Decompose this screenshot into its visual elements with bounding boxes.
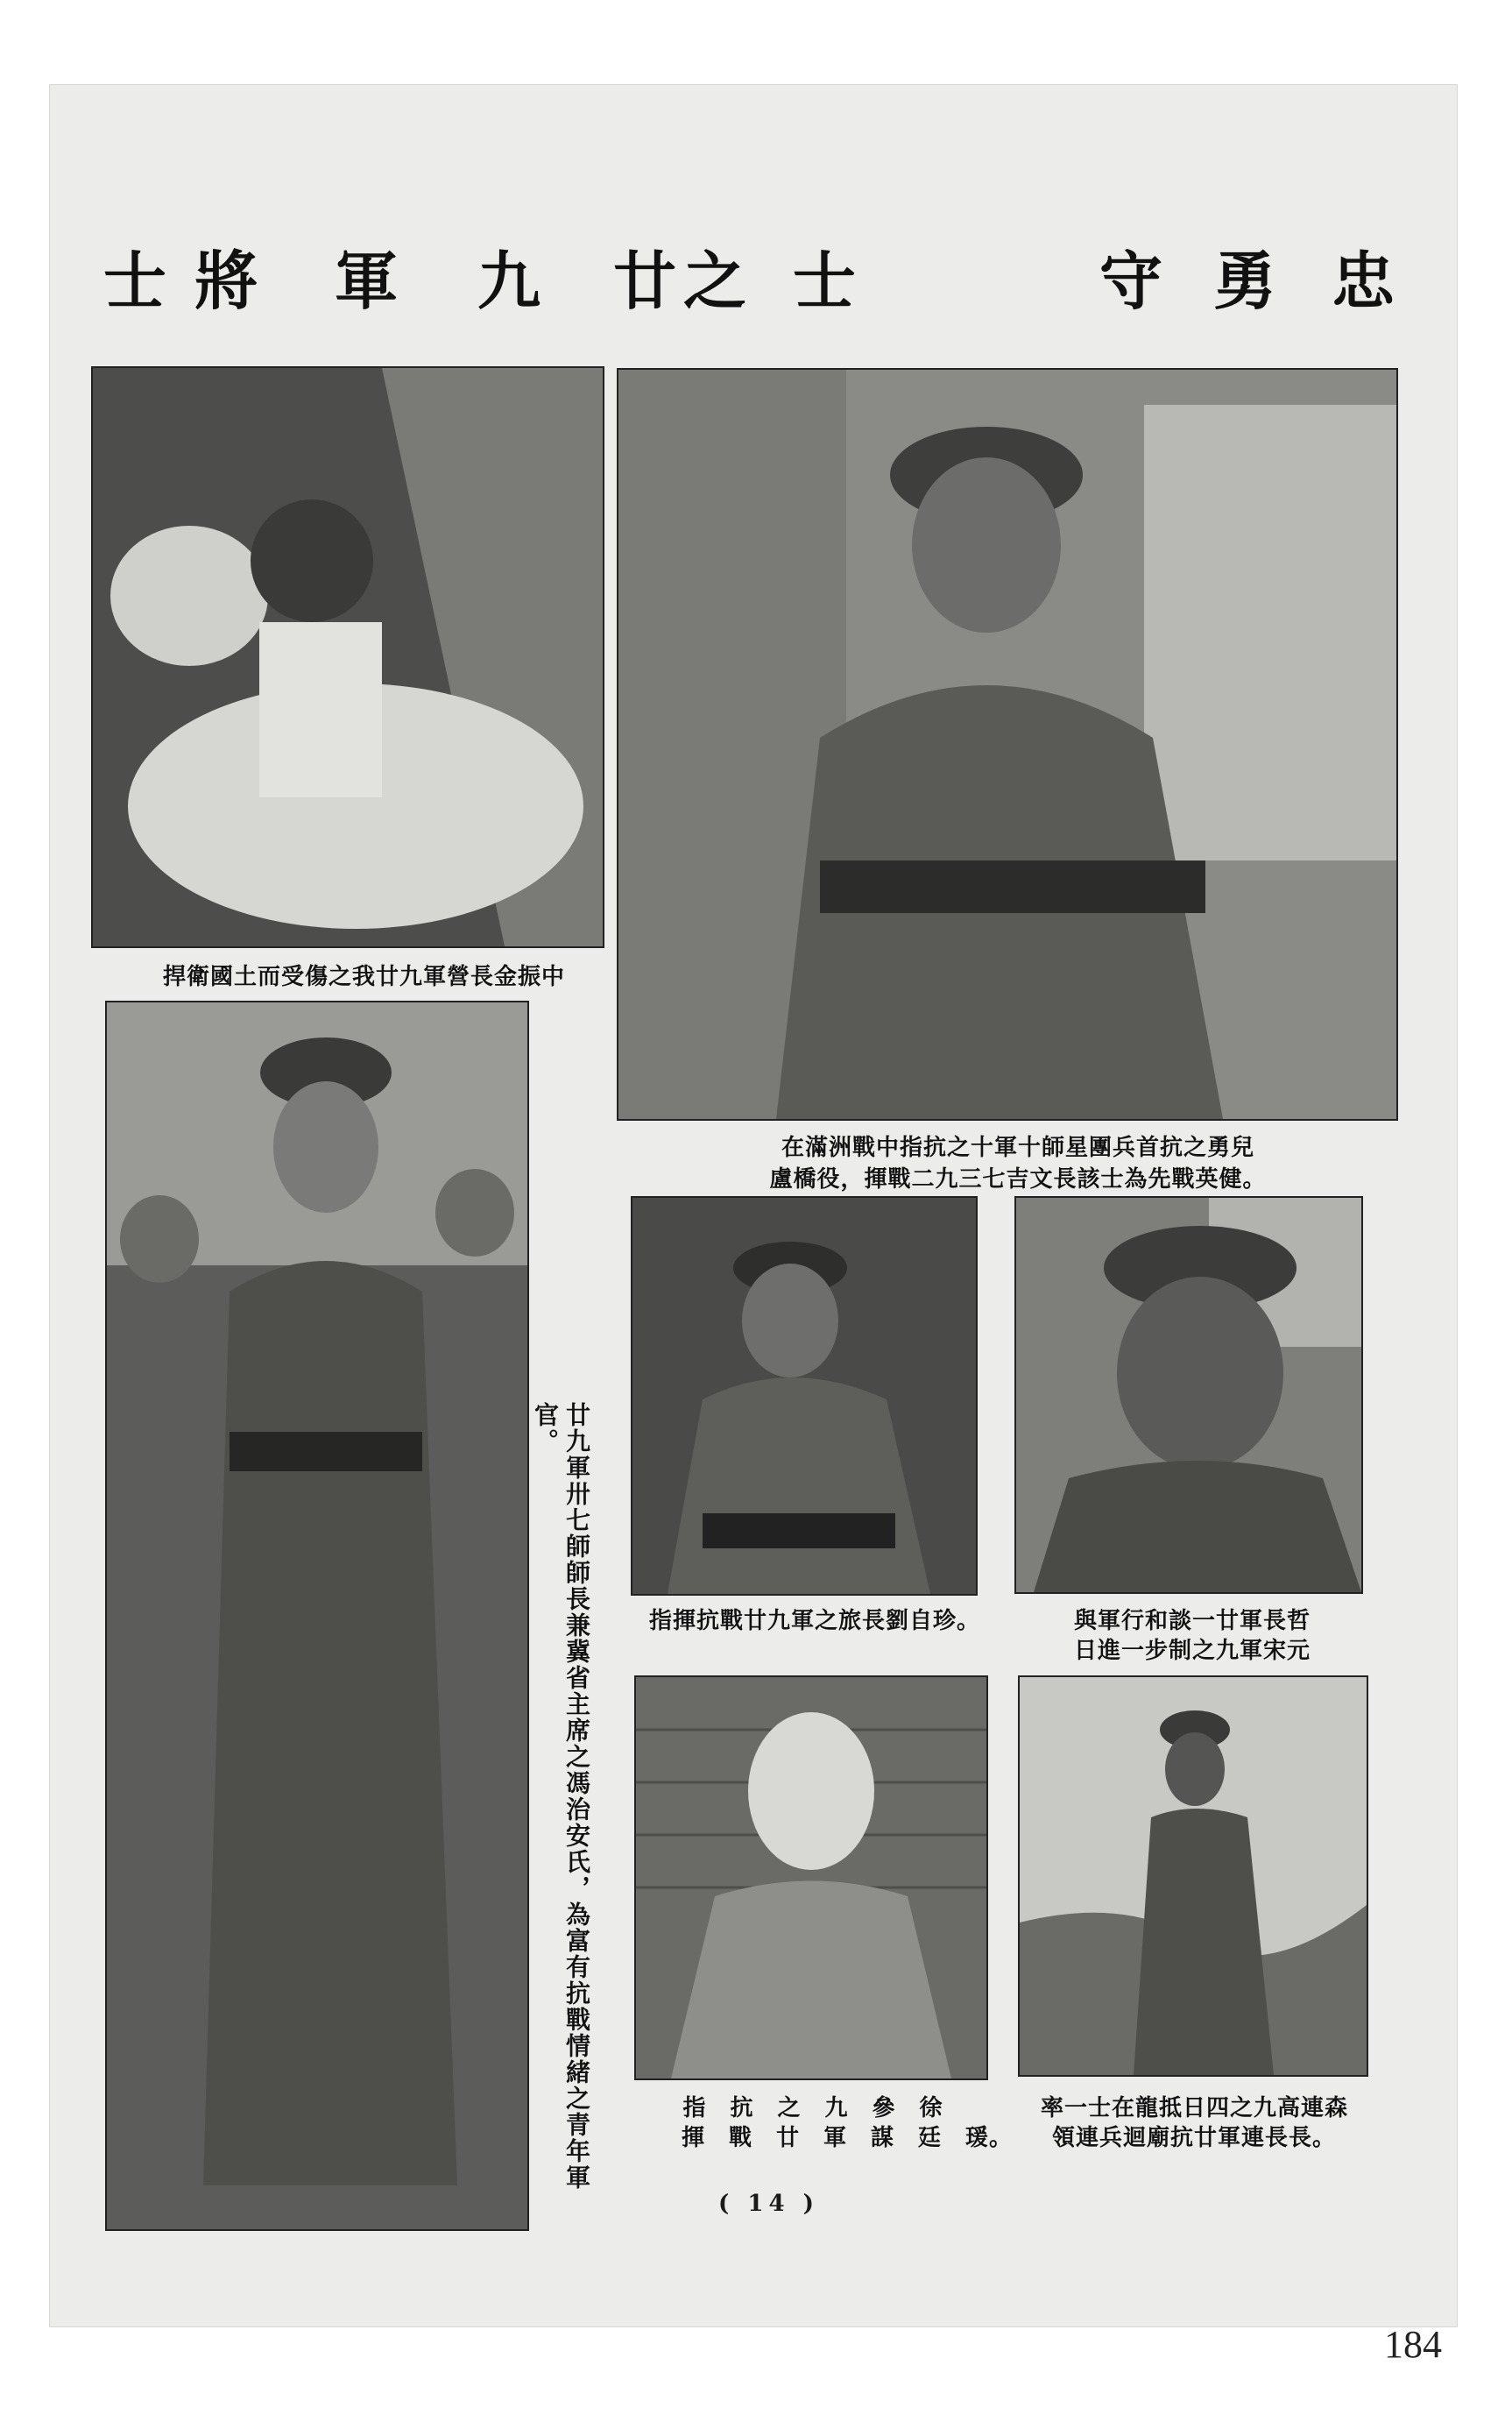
title-char: 士 [793, 244, 857, 318]
page-number: 184 [1384, 2323, 1442, 2366]
photo-standing-general [617, 368, 1398, 1121]
caption-bottom-left-line2: 揮 戰 廿 軍 謀 廷 瑗。 [682, 2125, 1014, 2151]
title-char: 守 [1099, 244, 1163, 318]
caption-vertical: 廿九軍卅七師師長兼冀省主席之馮治安氏，為富有抗戰情緒之青年軍官。 [531, 1402, 591, 2191]
caption-mid-left: 指揮抗戰廿九軍之旅長劉自珍。 [648, 1608, 980, 1634]
title-char: 九 [477, 244, 541, 318]
title-char: 士 [103, 244, 167, 318]
caption-bottom-right-line1: 率一士在龍抵日四之九高連森 [1041, 2095, 1349, 2121]
inner-page-number: ( 14 ) [718, 2191, 819, 2217]
caption-bottom-left-line1: 指 抗 之 九 參 徐 [682, 2095, 943, 2121]
title-char: 廿 [613, 244, 677, 318]
title-char: 忠 [1332, 244, 1395, 318]
caption-wounded: 捍衛國土而受傷之我廿九軍營長金振中 [163, 964, 566, 990]
caption-mid-right-line2: 日進一步制之九軍宋元 [1073, 1638, 1311, 1664]
caption-bottom-right-line2: 領連兵迴廟抗廿軍連長長。 [1051, 2125, 1336, 2151]
photo-bottom-left-man [634, 1675, 988, 2080]
title-char: 之 [683, 244, 747, 318]
caption-general-line2: 盧橋役，揮戰二九三七吉文長該士為先戰英健。 [769, 1166, 1267, 1193]
photo-marching-officer [105, 1001, 529, 2231]
title-char: 軍 [335, 244, 399, 318]
caption-general-line1: 在滿洲戰中指抗之十軍十師星團兵首抗之勇兒 [781, 1135, 1254, 1161]
photo-bottom-right-officer [1018, 1675, 1368, 2077]
photo-wounded-officer [91, 366, 604, 948]
photo-mid-right-officer [1014, 1196, 1363, 1594]
caption-mid-right-line1: 與軍行和談一廿軍長哲 [1073, 1608, 1311, 1634]
title-char: 勇 [1213, 244, 1277, 318]
photo-mid-left-officer [631, 1196, 978, 1596]
title-char: 將 [194, 244, 258, 318]
